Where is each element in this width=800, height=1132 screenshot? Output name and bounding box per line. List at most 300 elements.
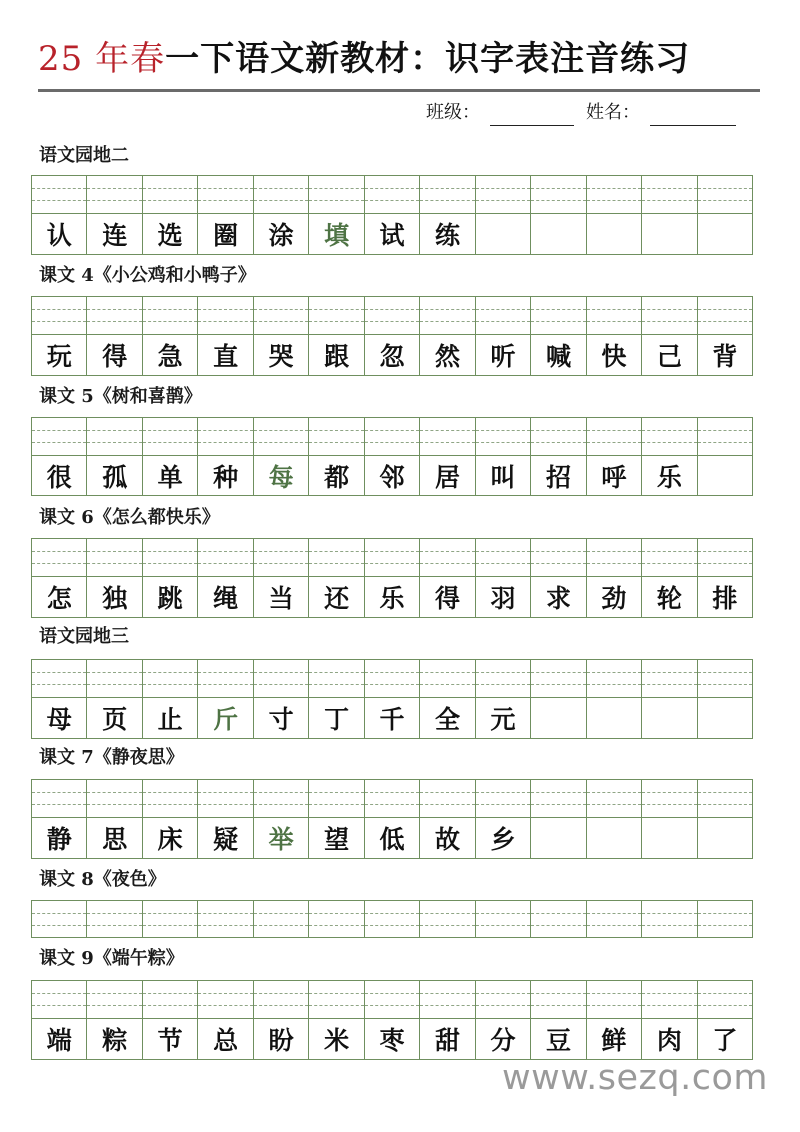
hanzi-char: 轮 [656,584,682,613]
grid-cell [530,780,585,858]
pinyin-write-area[interactable] [143,660,197,698]
grid-cell [419,780,474,858]
grid-cell [32,780,86,858]
grid-cell [142,660,197,738]
hanzi-char: 试 [379,221,405,250]
hanzi-char: 思 [102,825,128,854]
pinyin-write-area[interactable] [87,176,141,214]
grid-cell [475,780,530,858]
hanzi-char: 绳 [213,584,239,613]
hanzi-char: 种 [213,462,239,492]
grid-cell [586,660,641,738]
name-field[interactable] [650,107,736,126]
grid-cell [697,901,752,937]
grid-cell [697,297,752,375]
pinyin-write-area[interactable] [642,418,696,456]
pinyin-write-area[interactable] [365,418,419,456]
pinyin-write-area[interactable] [254,418,308,456]
grid-cell [253,297,308,375]
grid-cell [308,660,363,738]
pinyin-write-area[interactable] [87,660,141,698]
hanzi-char: 了 [712,1026,738,1055]
pinyin-write-area[interactable] [309,176,363,214]
pinyin-write-area[interactable] [420,981,474,1019]
pinyin-write-area[interactable] [254,297,308,335]
grid-cell [32,418,86,495]
hanzi-char: 寸 [268,705,294,734]
grid-cell [419,981,474,1059]
pinyin-write-area[interactable] [642,660,696,698]
pinyin-write-area[interactable] [531,539,585,577]
pinyin-write-area[interactable] [198,660,252,698]
pinyin-write-area[interactable] [531,176,585,214]
hanzi-char [698,698,752,738]
hanzi-char [698,214,752,254]
hanzi-char: 求 [545,584,571,613]
pinyin-write-area[interactable] [531,780,585,818]
pinyin-write-area[interactable] [587,901,641,937]
grid-cell [142,176,197,254]
grid-cell [142,418,197,495]
grid-cell [530,539,585,617]
pinyin-write-area[interactable] [698,176,752,214]
grid-cell [697,418,752,495]
hanzi-char: 居 [435,462,461,492]
grid-cell [364,780,419,858]
pinyin-write-area[interactable] [476,901,530,937]
hanzi-char: 望 [324,825,350,854]
title-main: 一下语文新教材：识字表注音练习 [165,39,691,79]
grid-cell [197,418,252,495]
pinyin-write-area[interactable] [420,780,474,818]
pinyin-write-area[interactable] [309,418,363,456]
grid-cell [142,539,197,617]
pinyin-write-area[interactable] [87,780,141,818]
hanzi-char: 当 [268,584,294,613]
pinyin-write-area[interactable] [143,981,197,1019]
hanzi-char: 哭 [268,342,294,371]
grid-cell [142,981,197,1059]
grid-cell [697,176,752,254]
watermark: www.sezq.com [502,1058,769,1098]
pinyin-write-area[interactable] [698,780,752,818]
section-title: 课文 6《怎么都快乐》 [39,507,220,528]
pinyin-write-area[interactable] [587,297,641,335]
grid-cell [364,418,419,495]
hanzi-char [587,214,641,254]
grid-cell [86,660,141,738]
grid-cell [475,901,530,937]
grid-cell [475,539,530,617]
pinyin-write-area[interactable] [642,901,696,937]
pinyin-write-area[interactable] [87,418,141,456]
pinyin-write-area[interactable] [198,780,252,818]
pinyin-write-area[interactable] [309,539,363,577]
hanzi-char [531,214,585,254]
grid-cell [530,901,585,937]
pinyin-write-area[interactable] [254,660,308,698]
pinyin-write-area[interactable] [642,539,696,577]
grid-cell [197,780,252,858]
grid-cell [308,780,363,858]
pinyin-write-area[interactable] [87,981,141,1019]
pinyin-write-area[interactable] [642,780,696,818]
grid-cell [86,418,141,495]
pinyin-write-area[interactable] [309,660,363,698]
pinyin-write-area[interactable] [198,981,252,1019]
pinyin-write-area[interactable] [476,539,530,577]
grid-cell [641,176,696,254]
hanzi-char: 羽 [490,584,516,613]
hanzi-char: 元 [490,705,516,734]
pinyin-write-area[interactable] [198,176,252,214]
grid-cell [530,660,585,738]
hanzi-char: 还 [324,584,350,613]
grid-cell [530,981,585,1059]
grid-cell [641,297,696,375]
pinyin-write-area[interactable] [309,981,363,1019]
section-title: 课文 9《端午粽》 [39,948,184,969]
grid-cell [586,901,641,937]
grid-cell [86,176,141,254]
hanzi-char: 选 [157,221,183,250]
grid-cell [475,176,530,254]
grid-cell [586,539,641,617]
hanzi-char: 独 [102,584,128,613]
hanzi-char: 背 [712,342,738,371]
hanzi-char: 千 [379,705,405,734]
pinyin-write-area[interactable] [365,981,419,1019]
hanzi-char: 玩 [46,342,72,371]
section-title: 课文 7《静夜思》 [39,747,184,768]
hanzi-char: 单 [157,462,183,492]
grid-cell [308,981,363,1059]
hanzi-char: 止 [157,705,183,734]
hanzi-char: 快 [601,342,627,371]
grid-cell [364,176,419,254]
section-title: 课文 4《小公鸡和小鸭子》 [39,265,256,286]
grid-cell [697,981,752,1059]
grid-cell [308,901,363,937]
pinyin-grid [31,538,753,618]
grid-cell [197,176,252,254]
hanzi-char: 急 [157,342,183,371]
pinyin-write-area[interactable] [476,780,530,818]
pinyin-write-area[interactable] [254,176,308,214]
hanzi-char: 然 [435,342,461,371]
pinyin-write-area[interactable] [420,901,474,937]
grid-cell [641,539,696,617]
pinyin-write-area[interactable] [32,901,86,937]
pinyin-write-area[interactable] [698,981,752,1019]
grid-cell [32,981,86,1059]
pinyin-write-area[interactable] [531,660,585,698]
grid-cell [86,780,141,858]
hanzi-char: 喊 [545,342,571,371]
grid-cell [641,660,696,738]
pinyin-write-area[interactable] [365,780,419,818]
pinyin-write-area[interactable] [143,176,197,214]
pinyin-write-area[interactable] [87,297,141,335]
grid-cell [697,780,752,858]
grid-cell [86,539,141,617]
hanzi-char: 枣 [379,1026,405,1055]
hanzi-char: 分 [490,1026,516,1055]
grid-cell [32,539,86,617]
hanzi-char: 豆 [545,1026,571,1055]
grid-cell [419,539,474,617]
grid-cell [419,901,474,937]
pinyin-write-area[interactable] [365,660,419,698]
pinyin-write-area[interactable] [365,539,419,577]
grid-cell [530,297,585,375]
pinyin-write-area[interactable] [698,901,752,937]
pinyin-write-area[interactable] [587,539,641,577]
hanzi-char: 孤 [102,462,128,492]
grid-cell [32,176,86,254]
pinyin-write-area[interactable] [309,901,363,937]
name-label: 姓名： [586,102,640,123]
grid-cell [308,418,363,495]
pinyin-write-area[interactable] [587,660,641,698]
grid-cell [475,981,530,1059]
pinyin-write-area[interactable] [32,660,86,698]
grid-cell [364,297,419,375]
class-field[interactable] [490,107,574,126]
pinyin-write-area[interactable] [642,981,696,1019]
pinyin-write-area[interactable] [198,297,252,335]
grid-cell [142,901,197,937]
pinyin-write-area[interactable] [420,418,474,456]
pinyin-write-area[interactable] [365,176,419,214]
grid-cell [475,297,530,375]
hanzi-char: 盼 [268,1026,294,1055]
hanzi-char: 跟 [324,342,350,371]
hanzi-char: 全 [435,705,461,734]
hanzi-char: 乐 [656,462,682,492]
hanzi-char: 怎 [46,584,72,613]
grid-cell [253,901,308,937]
hanzi-char: 都 [324,462,350,492]
hanzi-char: 填 [324,221,350,250]
pinyin-write-area[interactable] [32,780,86,818]
hanzi-char: 呼 [601,462,627,492]
grid-cell [364,901,419,937]
grid-cell [419,660,474,738]
pinyin-write-area[interactable] [143,418,197,456]
pinyin-write-area[interactable] [476,418,530,456]
hanzi-char: 粽 [102,1026,128,1055]
pinyin-write-area[interactable] [254,981,308,1019]
pinyin-write-area[interactable] [698,418,752,456]
pinyin-write-area[interactable] [420,297,474,335]
title-divider [38,89,760,92]
grid-cell [586,780,641,858]
grid-cell [253,176,308,254]
pinyin-write-area[interactable] [32,418,86,456]
grid-cell [530,418,585,495]
hanzi-char: 认 [46,221,72,250]
pinyin-write-area[interactable] [87,901,141,937]
hanzi-char: 举 [268,825,294,854]
pinyin-grid [31,779,753,859]
pinyin-write-area[interactable] [198,539,252,577]
pinyin-write-area[interactable] [476,660,530,698]
grid-cell [641,981,696,1059]
hanzi-char [476,214,530,254]
hanzi-char: 叫 [490,462,516,492]
pinyin-write-area[interactable] [309,780,363,818]
hanzi-char: 甜 [435,1026,461,1055]
grid-cell [253,981,308,1059]
hanzi-char: 丁 [324,705,350,734]
grid-cell [308,539,363,617]
grid-cell [253,660,308,738]
section-title: 课文 5《树和喜鹊》 [39,386,202,407]
pinyin-write-area[interactable] [254,901,308,937]
grid-cell [475,660,530,738]
pinyin-write-area[interactable] [531,901,585,937]
hanzi-char: 乐 [379,584,405,613]
pinyin-write-area[interactable] [587,780,641,818]
grid-cell [586,418,641,495]
grid-cell [475,418,530,495]
hanzi-char: 斤 [213,705,239,734]
pinyin-write-area[interactable] [698,539,752,577]
grid-cell [308,297,363,375]
hanzi-char: 得 [102,342,128,371]
pinyin-write-area[interactable] [254,780,308,818]
grid-cell [253,780,308,858]
hanzi-char: 肉 [656,1026,682,1055]
pinyin-write-area[interactable] [32,297,86,335]
pinyin-grid [31,417,753,496]
hanzi-char [698,456,752,495]
grid-cell [253,539,308,617]
hanzi-char: 母 [46,705,72,734]
pinyin-write-area[interactable] [365,297,419,335]
hanzi-char: 得 [435,584,461,613]
pinyin-write-area[interactable] [698,660,752,698]
hanzi-char: 静 [46,825,72,854]
hanzi-char: 直 [213,342,239,371]
grid-cell [641,418,696,495]
grid-cell [419,176,474,254]
pinyin-write-area[interactable] [642,176,696,214]
pinyin-write-area[interactable] [143,297,197,335]
pinyin-write-area[interactable] [698,297,752,335]
hanzi-char [531,818,585,858]
grid-cell [197,660,252,738]
grid-cell [697,660,752,738]
hanzi-char: 很 [46,462,72,492]
pinyin-write-area[interactable] [420,539,474,577]
pinyin-write-area[interactable] [531,418,585,456]
pinyin-write-area[interactable] [87,539,141,577]
hanzi-char: 疑 [213,825,239,854]
pinyin-write-area[interactable] [32,176,86,214]
hanzi-char: 排 [712,584,738,613]
pinyin-write-area[interactable] [254,539,308,577]
pinyin-write-area[interactable] [32,981,86,1019]
pinyin-write-area[interactable] [531,981,585,1019]
section-title: 语文园地二 [39,145,129,166]
hanzi-char: 端 [46,1026,72,1055]
pinyin-write-area[interactable] [420,660,474,698]
grid-cell [697,539,752,617]
hanzi-char [642,818,696,858]
grid-cell [364,539,419,617]
pinyin-write-area[interactable] [365,901,419,937]
pinyin-write-area[interactable] [420,176,474,214]
pinyin-write-area[interactable] [143,539,197,577]
grid-cell [419,297,474,375]
hanzi-char: 招 [545,462,571,492]
pinyin-write-area[interactable] [476,297,530,335]
grid-cell [197,901,252,937]
pinyin-write-area[interactable] [587,176,641,214]
hanzi-char: 己 [656,342,682,371]
grid-cell [197,981,252,1059]
hanzi-char: 听 [490,342,516,371]
pinyin-write-area[interactable] [309,297,363,335]
grid-cell [197,539,252,617]
hanzi-char: 劲 [601,584,627,613]
hanzi-char [642,214,696,254]
grid-cell [142,780,197,858]
student-info [426,100,736,126]
pinyin-write-area[interactable] [587,418,641,456]
grid-cell [32,660,86,738]
hanzi-char: 米 [324,1026,350,1055]
grid-cell [419,418,474,495]
pinyin-write-area[interactable] [531,297,585,335]
hanzi-char: 邻 [379,462,405,492]
pinyin-grid [31,659,753,739]
hanzi-char [698,818,752,858]
hanzi-char: 床 [157,825,183,854]
pinyin-write-area[interactable] [642,297,696,335]
hanzi-char: 乡 [490,825,516,854]
title-year: 25 年春 [38,39,166,79]
grid-cell [86,981,141,1059]
class-label: 班级： [426,102,480,123]
grid-cell [641,901,696,937]
pinyin-write-area[interactable] [143,901,197,937]
hanzi-char: 低 [379,825,405,854]
hanzi-char: 页 [102,705,128,734]
pinyin-write-area[interactable] [143,780,197,818]
hanzi-char: 忽 [379,342,405,371]
grid-cell [641,780,696,858]
hanzi-char: 跳 [157,584,183,613]
hanzi-char: 涂 [268,221,294,250]
grid-cell [530,176,585,254]
grid-cell [586,297,641,375]
pinyin-write-area[interactable] [198,901,252,937]
pinyin-write-area[interactable] [587,981,641,1019]
hanzi-char: 每 [268,462,294,492]
pinyin-write-area[interactable] [32,539,86,577]
hanzi-char: 鲜 [601,1026,627,1055]
page-title [38,36,690,82]
hanzi-char: 连 [102,221,128,250]
hanzi-char: 故 [435,825,461,854]
pinyin-write-area[interactable] [476,981,530,1019]
grid-cell [86,297,141,375]
pinyin-write-area[interactable] [476,176,530,214]
pinyin-write-area[interactable] [198,418,252,456]
